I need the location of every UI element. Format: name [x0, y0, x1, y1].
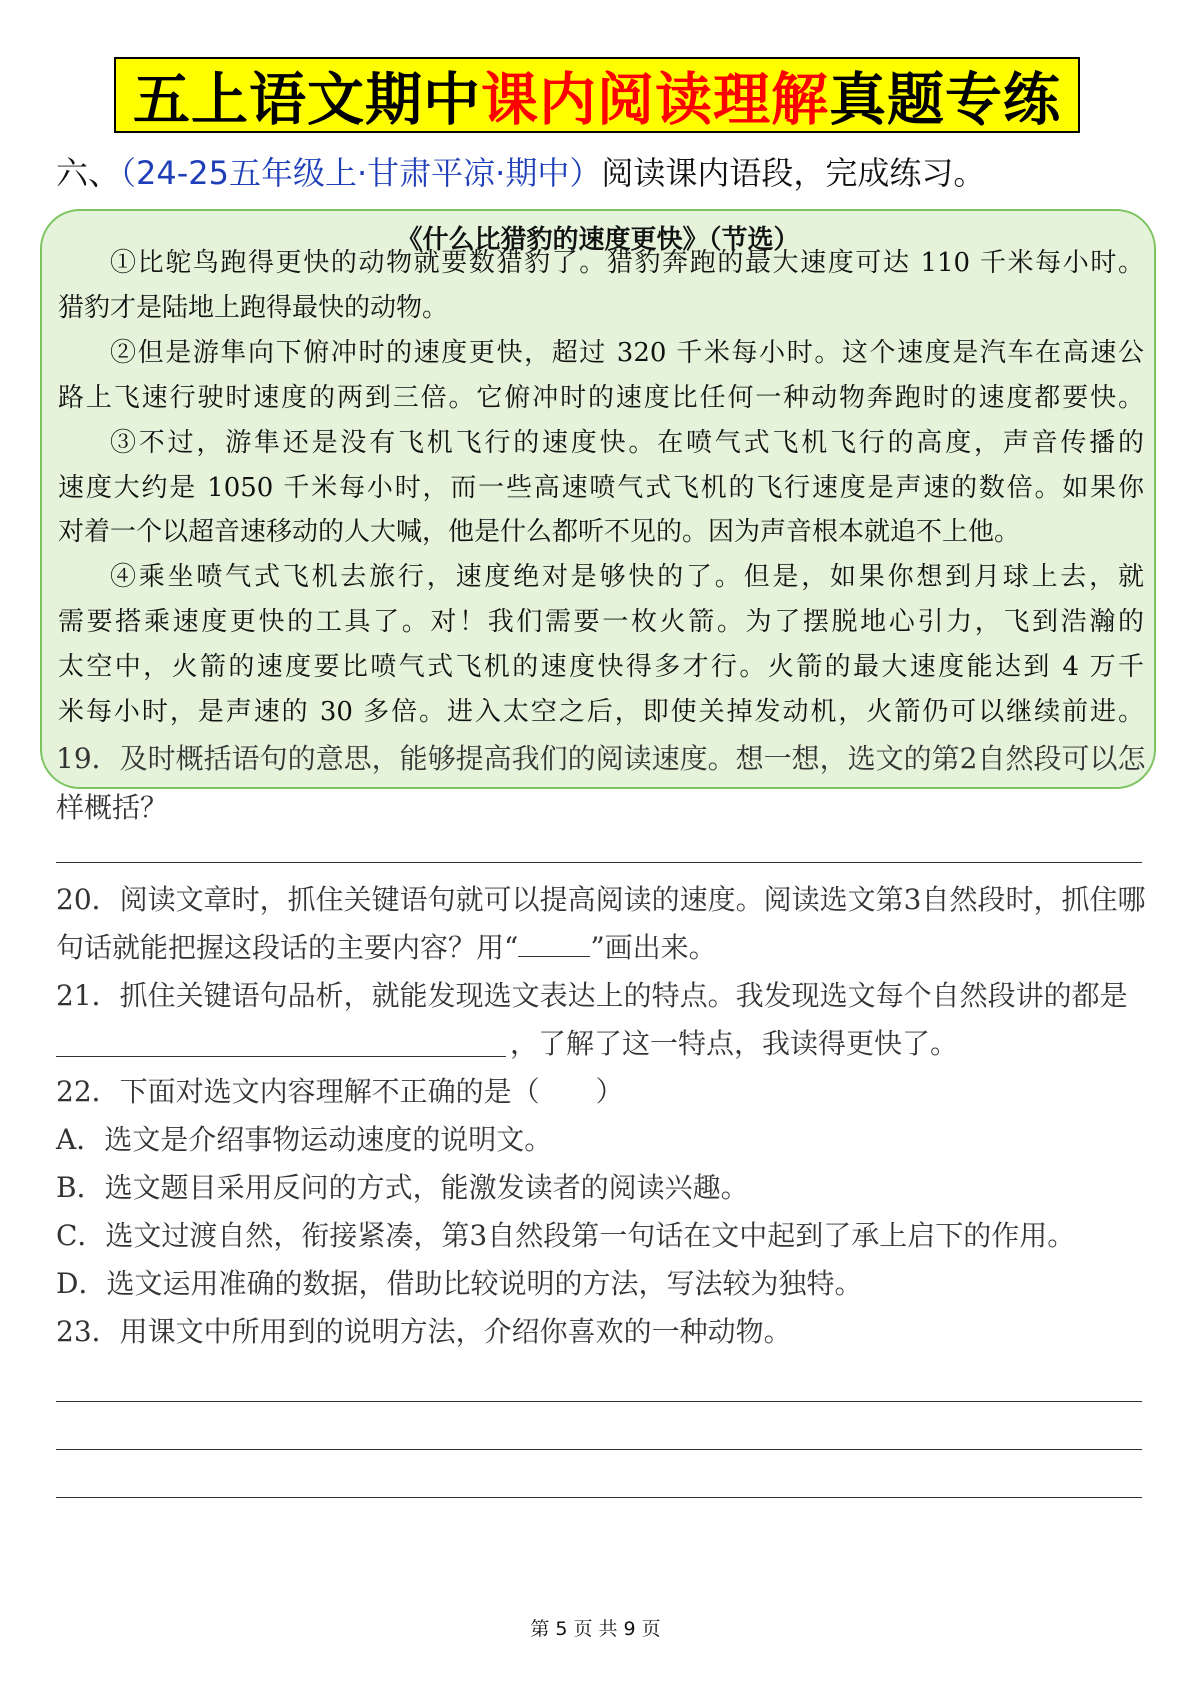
- answer-line-23-2[interactable]: [56, 1449, 1142, 1450]
- question-22-option-a[interactable]: A．选文是介绍事物运动速度的说明文。: [56, 1123, 553, 1156]
- question-21-line-2: ，了解了这一特点，我读得更快了。: [510, 1027, 959, 1060]
- title-part-2: 课内阅读理解: [481, 67, 829, 133]
- question-21-line-1: 21．抓住关键语句品析，就能发现选文表达上的特点。我发现选文每个自然段讲的都是: [56, 979, 1128, 1012]
- question-23-stem: 23．用课文中所用到的说明方法，介绍你喜欢的一种动物。: [56, 1315, 792, 1348]
- title-part-1: 五上语文期中: [133, 67, 481, 133]
- question-22-option-d[interactable]: D．选文运用准确的数据，借助比较说明的方法，写法较为独特。: [56, 1267, 863, 1300]
- page-title-banner: [114, 57, 1080, 133]
- passage-line: ④乘坐喷气式飞机去旅行，速度绝对是够快的了。但是，如果你想到月球上去，就: [110, 562, 1144, 592]
- question-22-option-b[interactable]: B．选文题目采用反问的方式，能激发读者的阅读兴趣。: [56, 1171, 749, 1204]
- section-heading: [56, 148, 985, 194]
- title-part-3: 真题专练: [829, 67, 1061, 133]
- answer-line-19[interactable]: [56, 862, 1142, 863]
- passage-line: 对着一个以超音速移动的人大喊，他是什么都听不见的。因为声音根本就追不上他。: [58, 517, 1021, 547]
- question-20-text-b: ”画出来。: [590, 931, 717, 964]
- underline-mark-sample: [518, 926, 590, 957]
- question-20-text-a: 句话就能把握这段话的主要内容？用“: [56, 931, 519, 964]
- passage-line: 猎豹才是陆地上跑得最快的动物。: [58, 293, 449, 323]
- question-20-line-1: 20．阅读文章时，抓住关键语句就可以提高阅读的速度。阅读选文第3自然段时，抓住哪: [56, 883, 1146, 916]
- answer-line-23-1[interactable]: [56, 1401, 1142, 1402]
- section-source: （24-25五年级上·甘肃平凉·期中）: [120, 154, 602, 192]
- answer-line-21[interactable]: [56, 1056, 506, 1057]
- question-22-option-c[interactable]: C．选文过渡自然，衔接紧凑，第3自然段第一句话在文中起到了承上启下的作用。: [56, 1219, 1076, 1252]
- question-20-line-2: [56, 924, 717, 972]
- section-instruction: 阅读课内语段，完成练习。: [601, 154, 986, 192]
- passage-line: 速度大约是 1050 千米每小时，而一些高速喷气式飞机的飞行速度是声速的数倍。如果你: [58, 473, 1144, 503]
- section-number: 六、: [56, 154, 121, 192]
- passage-line: 路上飞速行驶时速度的两到三倍。它俯冲时的速度比任何一种动物奔跑时的速度都要快。: [58, 383, 1144, 413]
- passage-line: ③不过，游隼还是没有飞机飞行的速度快。在喷气式飞机飞行的高度，声音传播的: [110, 428, 1144, 458]
- question-19-line-1: 19．及时概括语句的意思，能够提高我们的阅读速度。想一想，选文的第2自然段可以怎: [56, 742, 1146, 775]
- passage-line: ②但是游隼向下俯冲时的速度更快，超过 320 千米每小时。这个速度是汽车在高速公: [110, 338, 1144, 368]
- passage-line: 需要搭乘速度更快的工具了。对！我们需要一枚火箭。为了摆脱地心引力，飞到浩瀚的: [58, 607, 1144, 637]
- question-22-stem: 22．下面对选文内容理解不正确的是（ ）: [56, 1075, 624, 1108]
- passage-title: 《什么比猎豹的速度更快》（节选）: [396, 225, 800, 255]
- question-19-line-2: 样概括？: [56, 791, 169, 824]
- passage-line: ①比鸵鸟跑得更快的动物就要数猎豹了。猎豹奔跑的最大速度可达 110 千米每小时。: [110, 248, 1144, 278]
- passage-line: 太空中，火箭的速度要比喷气式飞机的速度快得多才行。火箭的最大速度能达到 4 万千: [58, 652, 1144, 682]
- passage-line: 米每小时，是声速的 30 多倍。进入太空之后，即使关掉发动机，火箭仍可以继续前进。: [58, 697, 1144, 727]
- answer-line-23-3[interactable]: [56, 1497, 1142, 1498]
- page-number-footer: 第 5 页 共 9 页: [530, 1618, 661, 1640]
